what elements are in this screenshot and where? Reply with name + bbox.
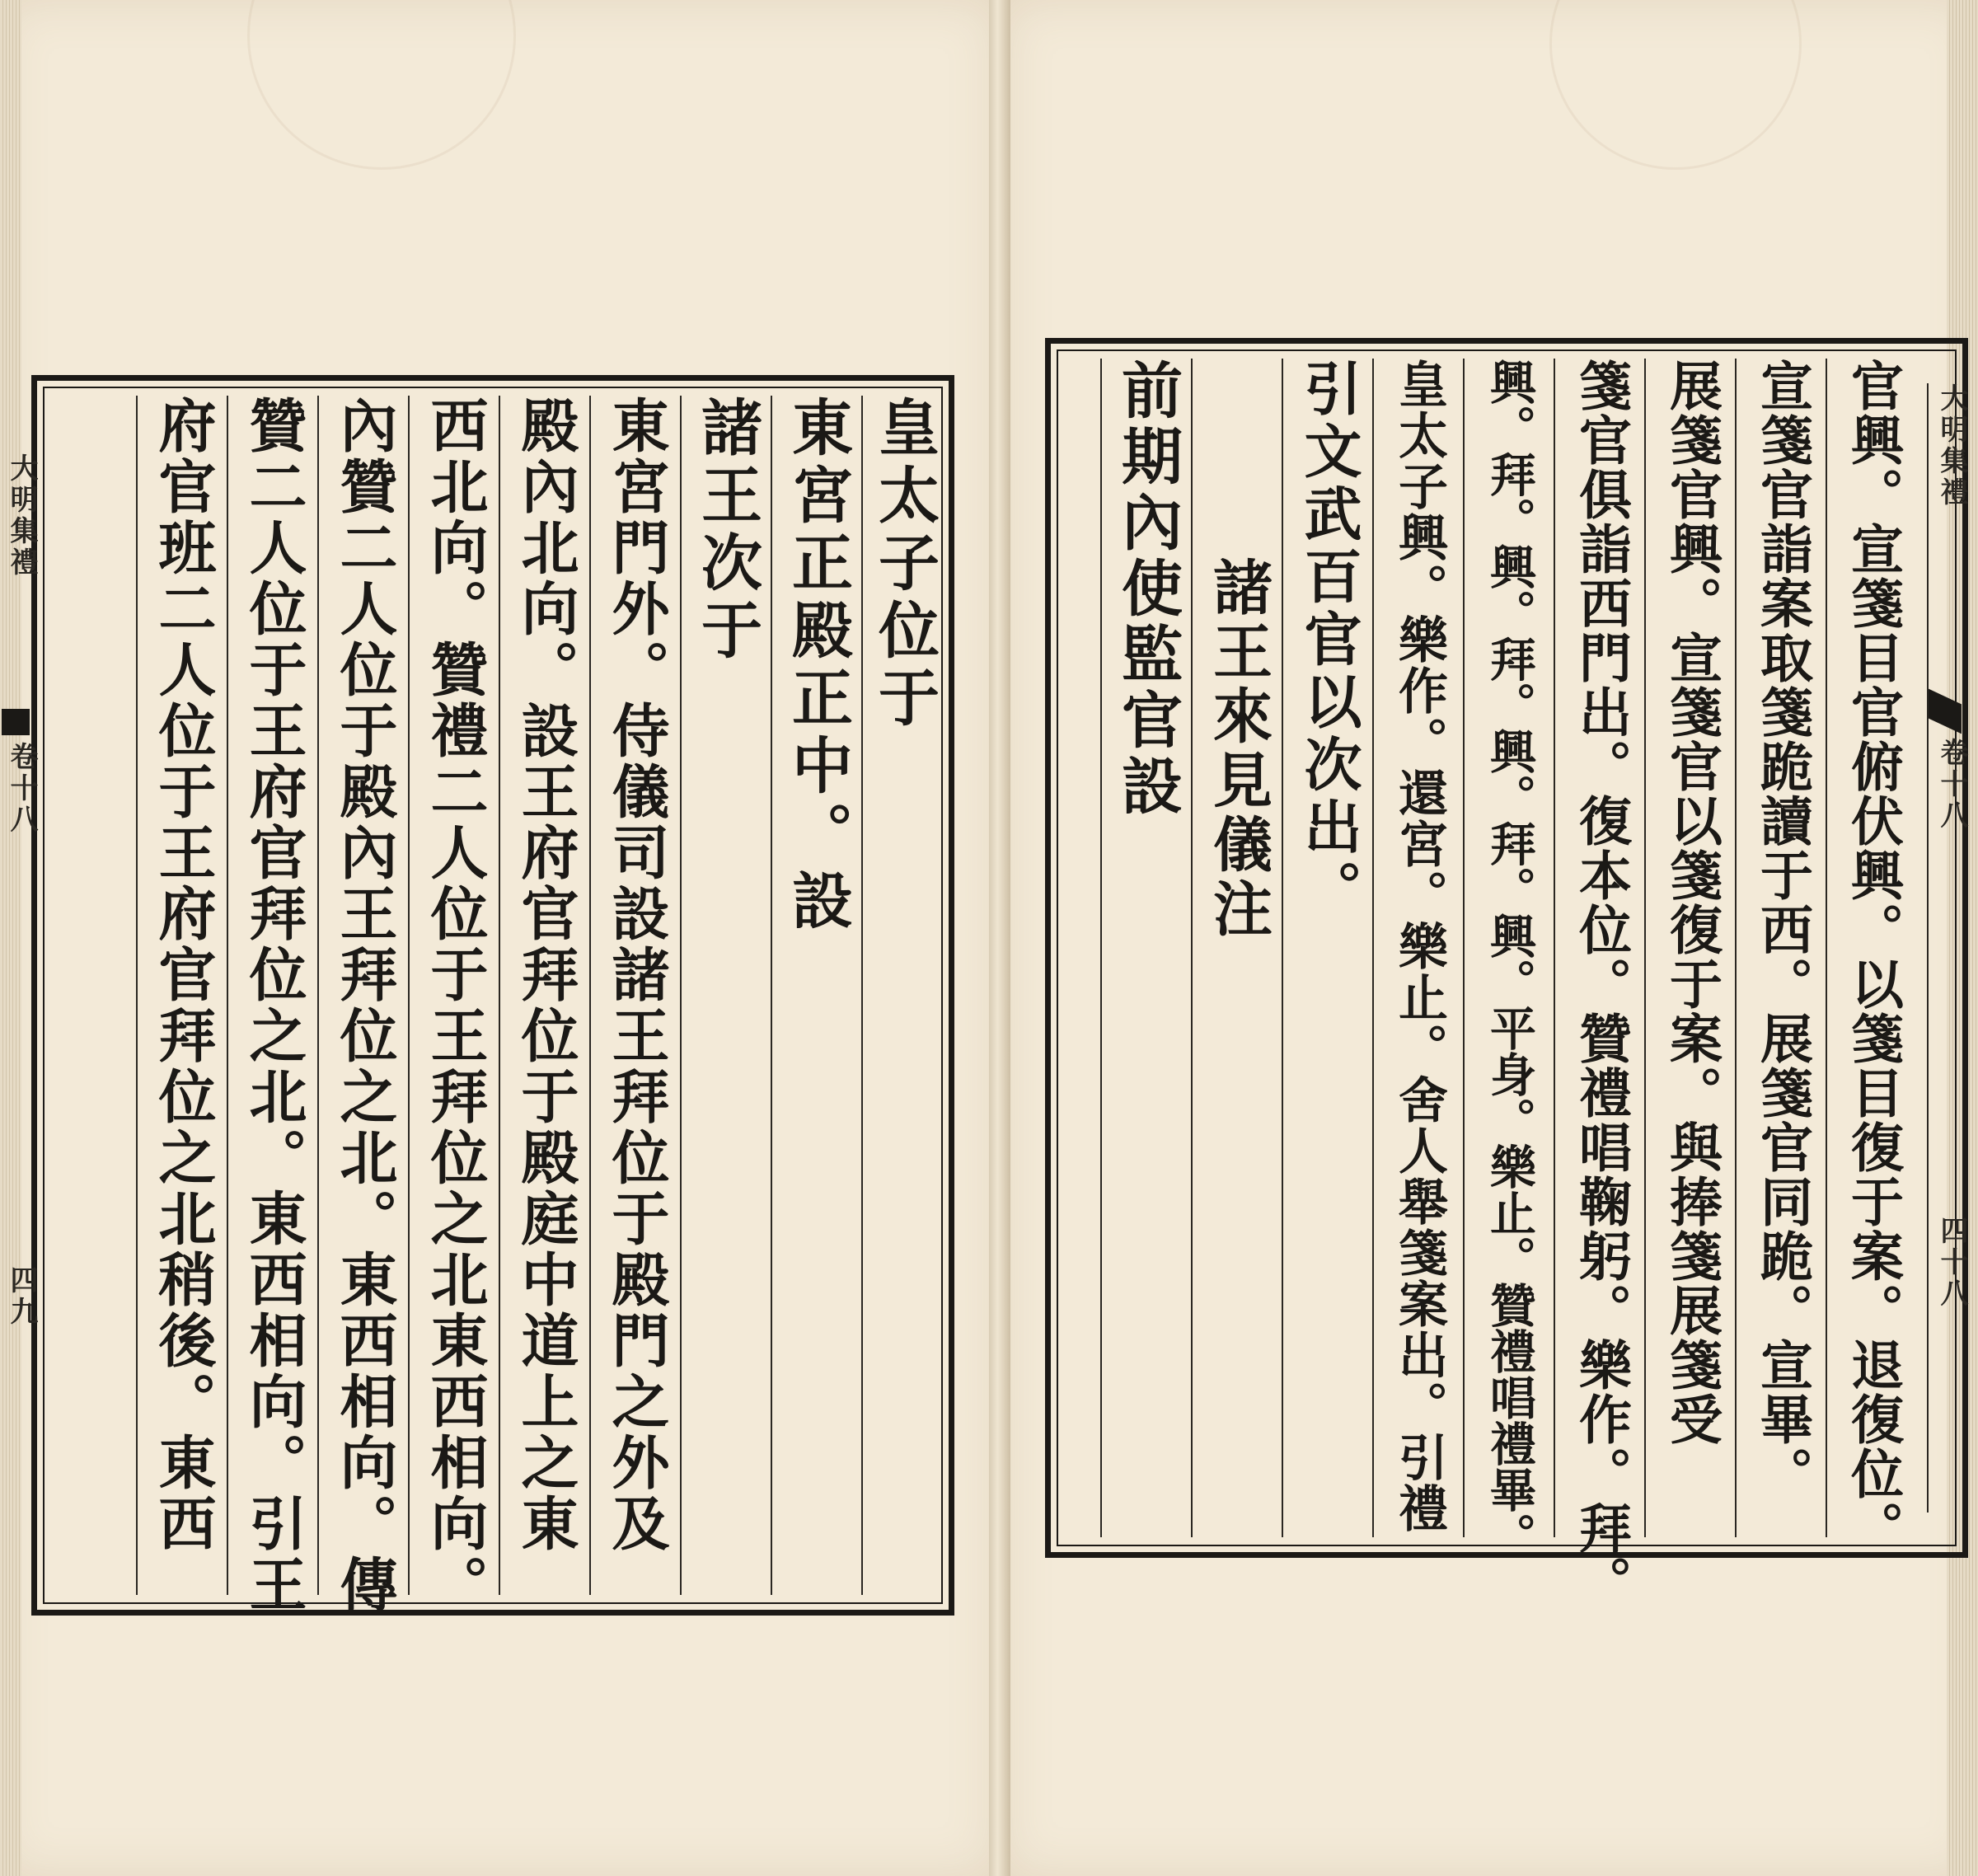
left-text-frame	[31, 375, 954, 1616]
column-text: 東宮門外。侍儀司設諸王拜位于殿門之外及	[602, 396, 671, 1555]
column-text: 皇太子位于	[869, 396, 940, 734]
column-text: 皇太子興。樂作。還宮。樂止。舍人舉箋案出。引禮	[1390, 359, 1448, 1534]
column-text: 官興。宣箋目官俯伏興。以箋目復于案。退復位。	[1842, 359, 1904, 1555]
column-text: 宣箋官詣案取箋跪讀于西。展箋官同跪。宣畢。	[1751, 359, 1813, 1501]
fish-tail-mark	[2, 709, 30, 735]
margin-page-number: 四九	[5, 1265, 38, 1328]
text-column	[1735, 359, 1827, 1537]
section-heading: 諸王來見儀注	[1203, 556, 1273, 942]
text-column	[1372, 359, 1465, 1537]
book-spine	[989, 0, 1010, 1876]
text-column	[499, 396, 591, 1595]
right-text-frame	[1045, 338, 1968, 1610]
column-text: 內贊二人位于殿內王拜位之北。東西相向。傳	[330, 396, 399, 1616]
text-column	[408, 396, 500, 1616]
margin-page-number: 四十八	[1935, 1216, 1968, 1310]
left-margin-strip	[0, 375, 38, 1616]
column-text: 府官班二人位于王府官拜位之北稍後。東西	[149, 396, 218, 1555]
column-text: 贊二人位于王府官拜位之北。東西相向。引王	[240, 396, 308, 1616]
text-column	[680, 396, 772, 1595]
text-column	[227, 396, 319, 1616]
text-column	[317, 396, 410, 1616]
text-column	[1100, 359, 1193, 1537]
column-text: 殿內北向。設王府官拜位于殿庭中道上之東	[512, 396, 580, 1555]
text-column	[1554, 359, 1646, 1610]
column-text: 前期內使監官設	[1112, 359, 1183, 820]
column-text: 東宮正殿正中。設	[782, 396, 853, 936]
right-margin-strip	[1927, 383, 1966, 1513]
column-text: 展箋官興。宣箋官以箋復于案。與捧箋展箋受	[1661, 359, 1723, 1447]
text-column	[1282, 359, 1374, 1537]
margin-title: 大明集禮	[1935, 383, 1968, 509]
column-text: 興。拜。興。拜。興。拜。興。平身。樂止。贊禮唱禮畢。	[1483, 359, 1537, 1559]
text-column	[861, 396, 945, 1595]
text-column	[1644, 359, 1737, 1537]
column-text: 諸王次于	[691, 396, 762, 666]
margin-title: 大明集禮	[5, 453, 38, 579]
text-column	[1826, 359, 1918, 1555]
text-column	[589, 396, 682, 1595]
margin-volume: 卷十八	[5, 742, 38, 836]
text-column	[1463, 359, 1555, 1559]
column-text: 西北向。贊禮二人位于王拜位之北東西相向。	[421, 396, 490, 1616]
column-text: 箋官俱詣西門出。復本位。贊禮唱鞠躬。樂作。拜。	[1570, 359, 1632, 1610]
text-column	[1191, 359, 1283, 1537]
column-text: 引文武百官以次出。	[1295, 359, 1363, 922]
margin-volume: 卷十八	[1935, 738, 1968, 832]
text-column	[771, 396, 863, 1595]
fish-tail-mark	[1929, 689, 1962, 734]
text-column	[136, 396, 228, 1595]
